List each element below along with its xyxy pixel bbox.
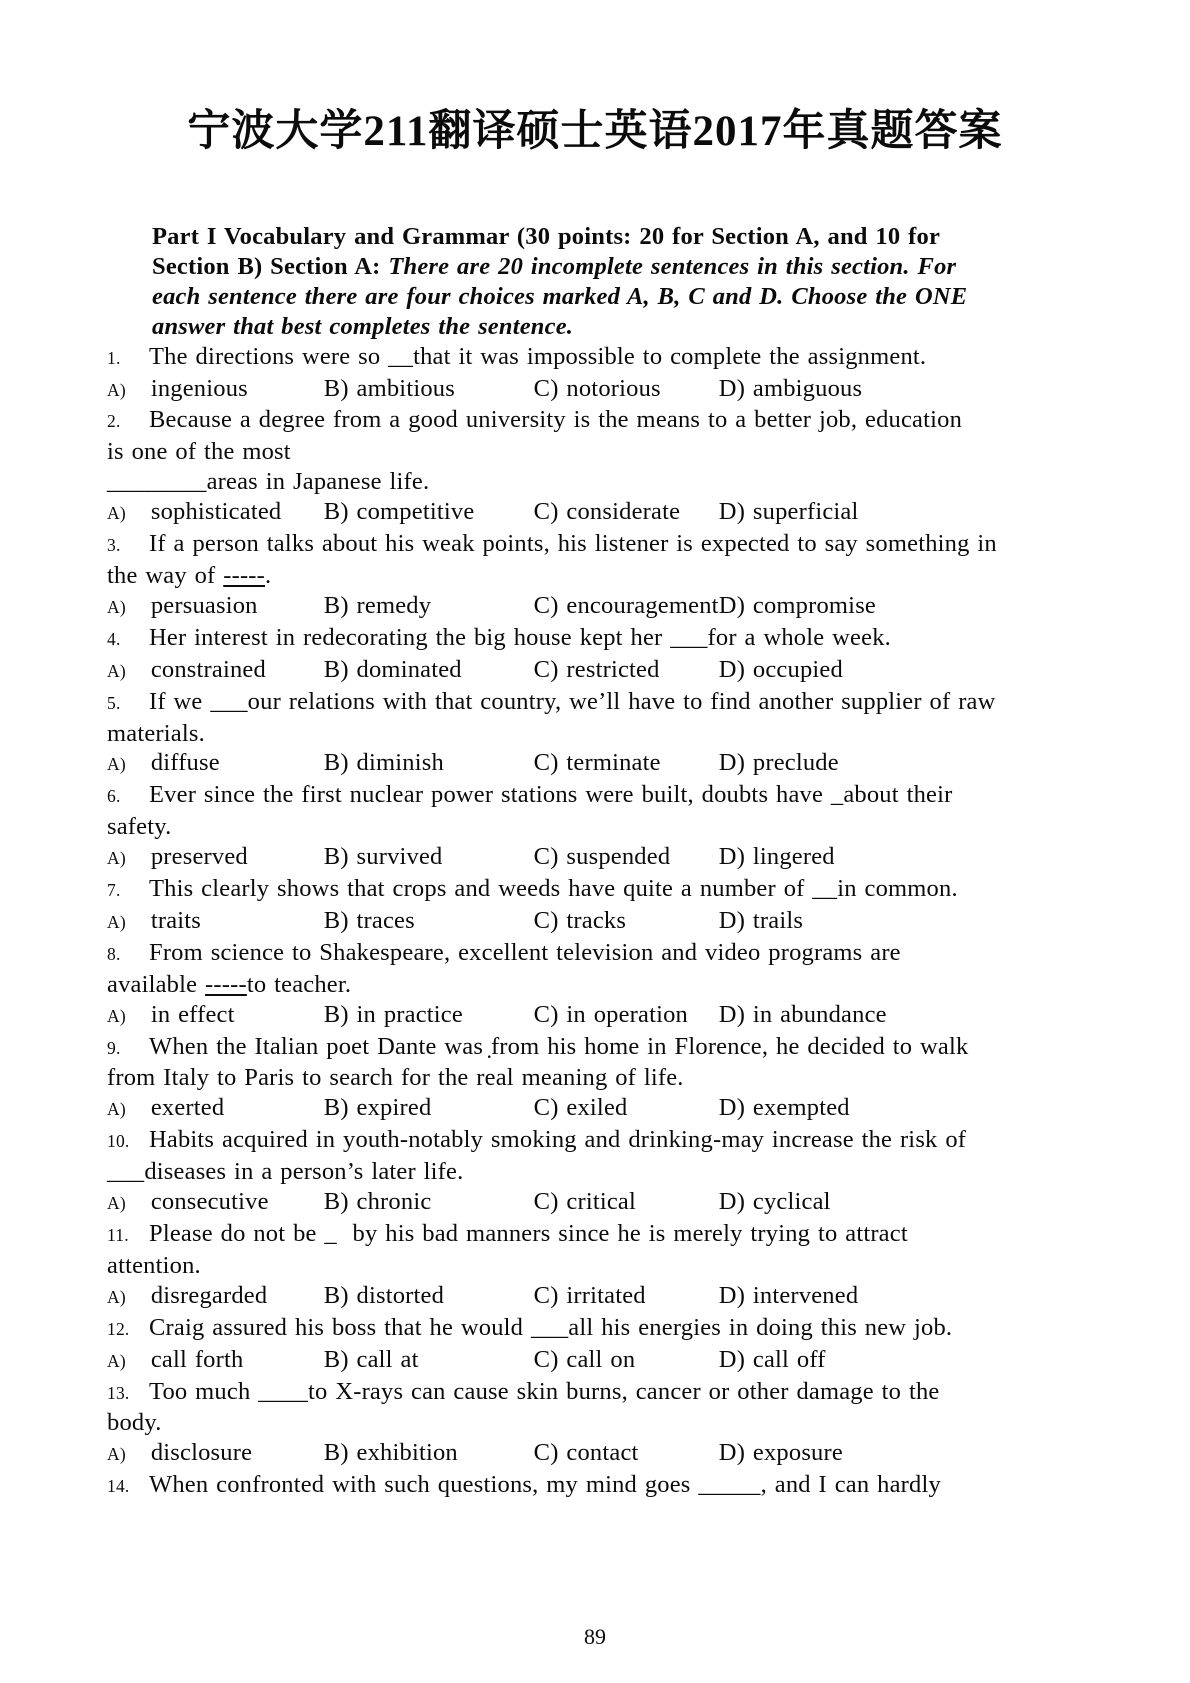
question-first-line — [107, 1313, 1097, 1345]
question-number: 11. — [107, 1225, 129, 1245]
option-c — [534, 748, 719, 780]
question-item — [107, 1032, 1097, 1126]
question-text: Craig assured his boss that he would ___all his energies in doing this new job. — [149, 1313, 953, 1341]
question-number: 5. — [107, 692, 121, 713]
question-continuation-line: ___diseases in a person’s later life. — [107, 1158, 464, 1186]
option-c — [534, 1093, 719, 1125]
option-c — [534, 655, 719, 687]
instructions-text-italic: each sentence there are four choices marked A, B, C and D. Choose the ONE — [152, 282, 968, 310]
option-text: survived — [356, 843, 443, 871]
question-item — [107, 1313, 1097, 1377]
option-text: disclosure — [150, 1439, 253, 1467]
option-text: persuasion — [150, 591, 258, 619]
option-text: suspended — [566, 843, 671, 871]
option-a — [107, 655, 324, 687]
question-continuation-line: is one of the most — [107, 438, 291, 466]
instructions-text-bold: Section B) Section A: — [152, 252, 389, 280]
option-letter: B) — [323, 1281, 349, 1309]
option-c — [534, 374, 719, 406]
option-letter: C) — [533, 374, 559, 402]
option-letter: D) — [718, 1345, 746, 1373]
option-a — [107, 591, 324, 623]
option-text: tracks — [566, 906, 627, 934]
option-letter: C) — [533, 498, 559, 526]
question-number: 10. — [107, 1131, 130, 1152]
options-row — [107, 655, 1097, 687]
section-instructions — [152, 222, 1097, 342]
dashed-blank: ----- — [223, 561, 266, 589]
option-text: in effect — [150, 1000, 235, 1028]
option-text: occupied — [752, 655, 843, 683]
option-b — [324, 1345, 534, 1377]
question-item — [107, 1377, 1097, 1471]
page-number: 89 — [584, 1624, 606, 1649]
option-c — [534, 842, 719, 874]
question-continuation-line: attention. — [107, 1251, 201, 1279]
option-letter: D) — [718, 1094, 746, 1122]
option-text: disregarded — [150, 1281, 268, 1309]
options-row — [107, 1187, 1097, 1219]
instructions-line — [152, 312, 1097, 342]
option-text: call on — [566, 1345, 636, 1373]
option-letter: B) — [323, 843, 349, 871]
option-text: irritated — [566, 1281, 646, 1309]
option-text: contact — [566, 1439, 639, 1467]
option-text: constrained — [150, 655, 266, 683]
option-text: sophisticated — [150, 498, 282, 526]
option-b — [324, 906, 534, 938]
option-a — [107, 748, 324, 780]
option-a — [107, 1345, 324, 1377]
question-item — [107, 1219, 1097, 1313]
option-d — [719, 842, 1097, 874]
option-letter: A) — [107, 1005, 126, 1026]
option-text: critical — [566, 1188, 637, 1216]
question-item — [107, 623, 1097, 687]
question-number: 9. — [107, 1037, 121, 1058]
option-letter: B) — [323, 498, 349, 526]
option-letter: C) — [533, 1094, 559, 1122]
option-text: exiled — [566, 1094, 628, 1122]
option-text: traits — [150, 906, 202, 934]
option-text: considerate — [566, 498, 681, 526]
document-body — [107, 222, 1097, 1502]
question-number: 2. — [107, 411, 121, 432]
option-c — [534, 1281, 719, 1313]
question-item — [107, 342, 1097, 406]
option-letter: B) — [323, 1188, 349, 1216]
option-text: competitive — [356, 498, 475, 526]
option-d — [719, 748, 1097, 780]
question-item — [107, 780, 1097, 874]
option-letter: B) — [323, 655, 349, 683]
option-text: chronic — [356, 1188, 432, 1216]
option-text: dominated — [356, 655, 462, 683]
question-continuation-line: the way of -----. — [107, 561, 272, 589]
option-letter: A) — [107, 911, 126, 932]
option-a — [107, 497, 324, 529]
option-text: in practice — [356, 1000, 463, 1028]
option-b — [324, 1093, 534, 1125]
question-item — [107, 529, 1097, 623]
instructions-text-italic: There are 20 incomplete sentences in this section. For — [388, 252, 957, 280]
option-b — [324, 655, 534, 687]
option-text: ambitious — [356, 374, 455, 402]
question-continuation-line: available -----to teacher. — [107, 970, 352, 998]
question-text: From science to Shakespeare, excellent television and video programs are — [149, 938, 901, 966]
instructions-text-italic: answer that best completes the sentence. — [152, 312, 574, 340]
option-text: expired — [356, 1094, 432, 1122]
question-first-line — [107, 405, 1097, 437]
option-text: in abundance — [752, 1000, 887, 1028]
question-item — [107, 1470, 1097, 1502]
option-text: cyclical — [752, 1188, 831, 1216]
option-text: in operation — [566, 1000, 689, 1028]
option-a — [107, 906, 324, 938]
option-b — [324, 374, 534, 406]
option-letter: D) — [718, 1439, 746, 1467]
question-text: Too much ____to X-rays can cause skin burns, cancer or other damage to the — [149, 1377, 940, 1405]
option-a — [107, 842, 324, 874]
options-row — [107, 1093, 1097, 1125]
option-text: intervened — [752, 1281, 859, 1309]
question-text: The directions were so __that it was impossible to complete the assignment. — [149, 342, 927, 370]
question-number: 7. — [107, 880, 121, 901]
option-text: superficial — [752, 498, 859, 526]
question-text: Habits acquired in youth-notably smoking and drinking-may increase the risk of — [149, 1126, 967, 1154]
question-first-line — [107, 938, 1097, 970]
question-text: Please do not be _ by his bad manners since he is merely trying to attract — [149, 1220, 908, 1247]
option-letter: C) — [533, 1281, 559, 1309]
question-text: When confronted with such questions, my mind goes _____, and I can hardly — [149, 1471, 941, 1499]
instructions-line — [152, 252, 1097, 282]
option-letter: D) — [718, 749, 746, 777]
option-letter: B) — [323, 749, 349, 777]
question-number: 14. — [107, 1476, 130, 1497]
question-continuation-line: materials. — [107, 719, 205, 747]
option-text: call at — [356, 1345, 419, 1373]
question-number: 13. — [107, 1382, 130, 1403]
option-c — [534, 906, 719, 938]
question-first-line — [107, 1470, 1097, 1502]
instructions-line — [152, 282, 1097, 312]
option-c — [534, 1345, 719, 1377]
option-text: distorted — [356, 1281, 445, 1309]
option-letter: D) — [718, 498, 746, 526]
option-text: encouragement — [566, 591, 719, 619]
option-text: diffuse — [150, 749, 220, 777]
question-first-line — [107, 1377, 1097, 1409]
question-continuation-line: safety. — [107, 813, 172, 841]
option-text: exerted — [150, 1094, 225, 1122]
option-letter: A) — [107, 1099, 126, 1120]
option-d — [719, 497, 1097, 529]
option-b — [324, 748, 534, 780]
option-letter: C) — [533, 1188, 559, 1216]
question-text: When the Italian poet Dante was ̣from his home in Florence, he decided to walk — [149, 1032, 969, 1060]
option-letter: A) — [107, 503, 126, 524]
option-b — [324, 497, 534, 529]
option-c — [534, 497, 719, 529]
option-d — [719, 1438, 1097, 1470]
option-letter: D) — [718, 1000, 746, 1028]
option-b — [324, 1000, 534, 1032]
option-letter: C) — [533, 1000, 559, 1028]
option-d — [719, 374, 1097, 406]
option-c — [534, 1438, 719, 1470]
question-item — [107, 405, 1097, 529]
option-d — [719, 655, 1097, 687]
option-c — [534, 1187, 719, 1219]
option-letter: D) — [718, 1281, 746, 1309]
option-letter: A) — [107, 1350, 126, 1371]
options-row — [107, 1438, 1097, 1470]
option-text: trails — [752, 906, 804, 934]
option-letter: C) — [533, 843, 559, 871]
option-a — [107, 1093, 324, 1125]
option-text: exempted — [752, 1094, 850, 1122]
option-a — [107, 1281, 324, 1313]
option-text: remedy — [356, 591, 432, 619]
option-letter: D) — [718, 655, 746, 683]
option-d — [719, 906, 1097, 938]
question-number: 12. — [107, 1318, 130, 1339]
option-text: terminate — [566, 749, 661, 777]
question-continuation-line: body. — [107, 1409, 162, 1437]
option-d — [719, 591, 1097, 623]
option-a — [107, 1000, 324, 1032]
option-text: exposure — [752, 1439, 843, 1467]
option-letter: C) — [533, 591, 559, 619]
question-text: Her interest in redecorating the big house kept her ___for a whole week. — [149, 623, 891, 651]
question-item — [107, 687, 1097, 781]
instructions-line — [152, 222, 1097, 252]
option-text: consecutive — [150, 1188, 269, 1216]
question-text: This clearly shows that crops and weeds have quite a number of __in common. — [149, 875, 958, 903]
options-row — [107, 374, 1097, 406]
option-letter: B) — [323, 591, 349, 619]
questions-list — [107, 342, 1097, 1503]
option-letter: C) — [533, 1439, 559, 1467]
options-row — [107, 497, 1097, 529]
question-item — [107, 938, 1097, 1032]
option-letter: B) — [323, 1345, 349, 1373]
question-number: 6. — [107, 786, 121, 807]
question-first-line — [107, 623, 1097, 655]
question-first-line — [107, 874, 1097, 906]
option-d — [719, 1281, 1097, 1313]
option-letter: D) — [718, 591, 746, 619]
option-text: preclude — [752, 749, 839, 777]
question-first-line — [107, 687, 1097, 719]
option-a — [107, 374, 324, 406]
option-a — [107, 1187, 324, 1219]
options-row — [107, 591, 1097, 623]
option-text: preserved — [150, 843, 248, 871]
option-letter: B) — [323, 906, 349, 934]
option-letter: C) — [533, 906, 559, 934]
question-number: 8. — [107, 943, 121, 964]
option-letter: A) — [107, 754, 126, 775]
question-text: Because a degree from a good university is the means to a better job, education — [149, 406, 963, 434]
options-row — [107, 906, 1097, 938]
option-text: call off — [752, 1345, 826, 1373]
question-first-line — [107, 342, 1097, 374]
option-letter: A) — [107, 1193, 126, 1214]
option-letter: A) — [107, 660, 126, 681]
option-letter: D) — [718, 374, 746, 402]
question-number: 4. — [107, 628, 121, 649]
option-b — [324, 1281, 534, 1313]
question-text: If we ___our relations with that country, we’ll have to find another supplier of raw — [149, 687, 996, 715]
option-text: restricted — [566, 655, 660, 683]
options-row — [107, 1345, 1097, 1377]
question-first-line — [107, 1219, 1097, 1251]
question-continuation-line: ________areas in Japanese life. — [107, 468, 430, 496]
option-text: diminish — [356, 749, 444, 777]
question-text: If a person talks about his weak points, his listener is expected to say something in — [149, 530, 997, 558]
option-letter: D) — [718, 843, 746, 871]
option-b — [324, 1187, 534, 1219]
option-letter: B) — [323, 374, 349, 402]
options-row — [107, 1281, 1097, 1313]
option-text: ingenious — [150, 374, 248, 402]
question-first-line — [107, 780, 1097, 812]
question-first-line — [107, 1125, 1097, 1157]
option-letter: C) — [533, 655, 559, 683]
options-row — [107, 842, 1097, 874]
option-d — [719, 1093, 1097, 1125]
instructions-text-bold: Part I Vocabulary and Grammar (30 points: 20 for Section A, and 10 for — [152, 223, 941, 250]
question-number: 1. — [107, 347, 121, 368]
option-b — [324, 842, 534, 874]
option-letter: A) — [107, 1444, 126, 1465]
option-c — [534, 1000, 719, 1032]
option-letter: B) — [323, 1439, 349, 1467]
question-text: Ever since the first nuclear power stations were built, doubts have _about their — [149, 781, 953, 809]
question-item — [107, 874, 1097, 938]
option-text: traces — [356, 906, 415, 934]
option-letter: B) — [323, 1094, 349, 1122]
question-first-line — [107, 529, 1097, 561]
option-letter: C) — [533, 749, 559, 777]
question-number: 3. — [107, 535, 121, 556]
options-row — [107, 748, 1097, 780]
option-letter: A) — [107, 379, 126, 400]
option-text: exhibition — [356, 1439, 458, 1467]
option-text: lingered — [752, 843, 835, 871]
option-letter: A) — [107, 596, 126, 617]
option-letter: A) — [107, 1286, 126, 1307]
option-d — [719, 1345, 1097, 1377]
option-letter: D) — [718, 906, 746, 934]
question-item — [107, 1125, 1097, 1219]
option-letter: C) — [533, 1345, 559, 1373]
option-letter: D) — [718, 1188, 746, 1216]
option-b — [324, 1438, 534, 1470]
option-text: compromise — [752, 591, 877, 619]
option-text: call forth — [150, 1345, 244, 1373]
option-text: ambiguous — [752, 374, 863, 402]
options-row — [107, 1000, 1097, 1032]
dashed-blank: ----- — [205, 970, 247, 998]
page-title: 宁波大学211翻译硕士英语2017年真题答案 — [187, 108, 1003, 155]
question-first-line — [107, 1032, 1097, 1064]
question-continuation-line: from Italy to Paris to search for the real meaning of life. — [107, 1064, 684, 1092]
option-b — [324, 591, 534, 623]
option-d — [719, 1187, 1097, 1219]
option-d — [719, 1000, 1097, 1032]
option-text: notorious — [566, 374, 661, 402]
option-a — [107, 1438, 324, 1470]
option-letter: A) — [107, 848, 126, 869]
option-letter: B) — [323, 1000, 349, 1028]
option-c — [534, 591, 719, 623]
